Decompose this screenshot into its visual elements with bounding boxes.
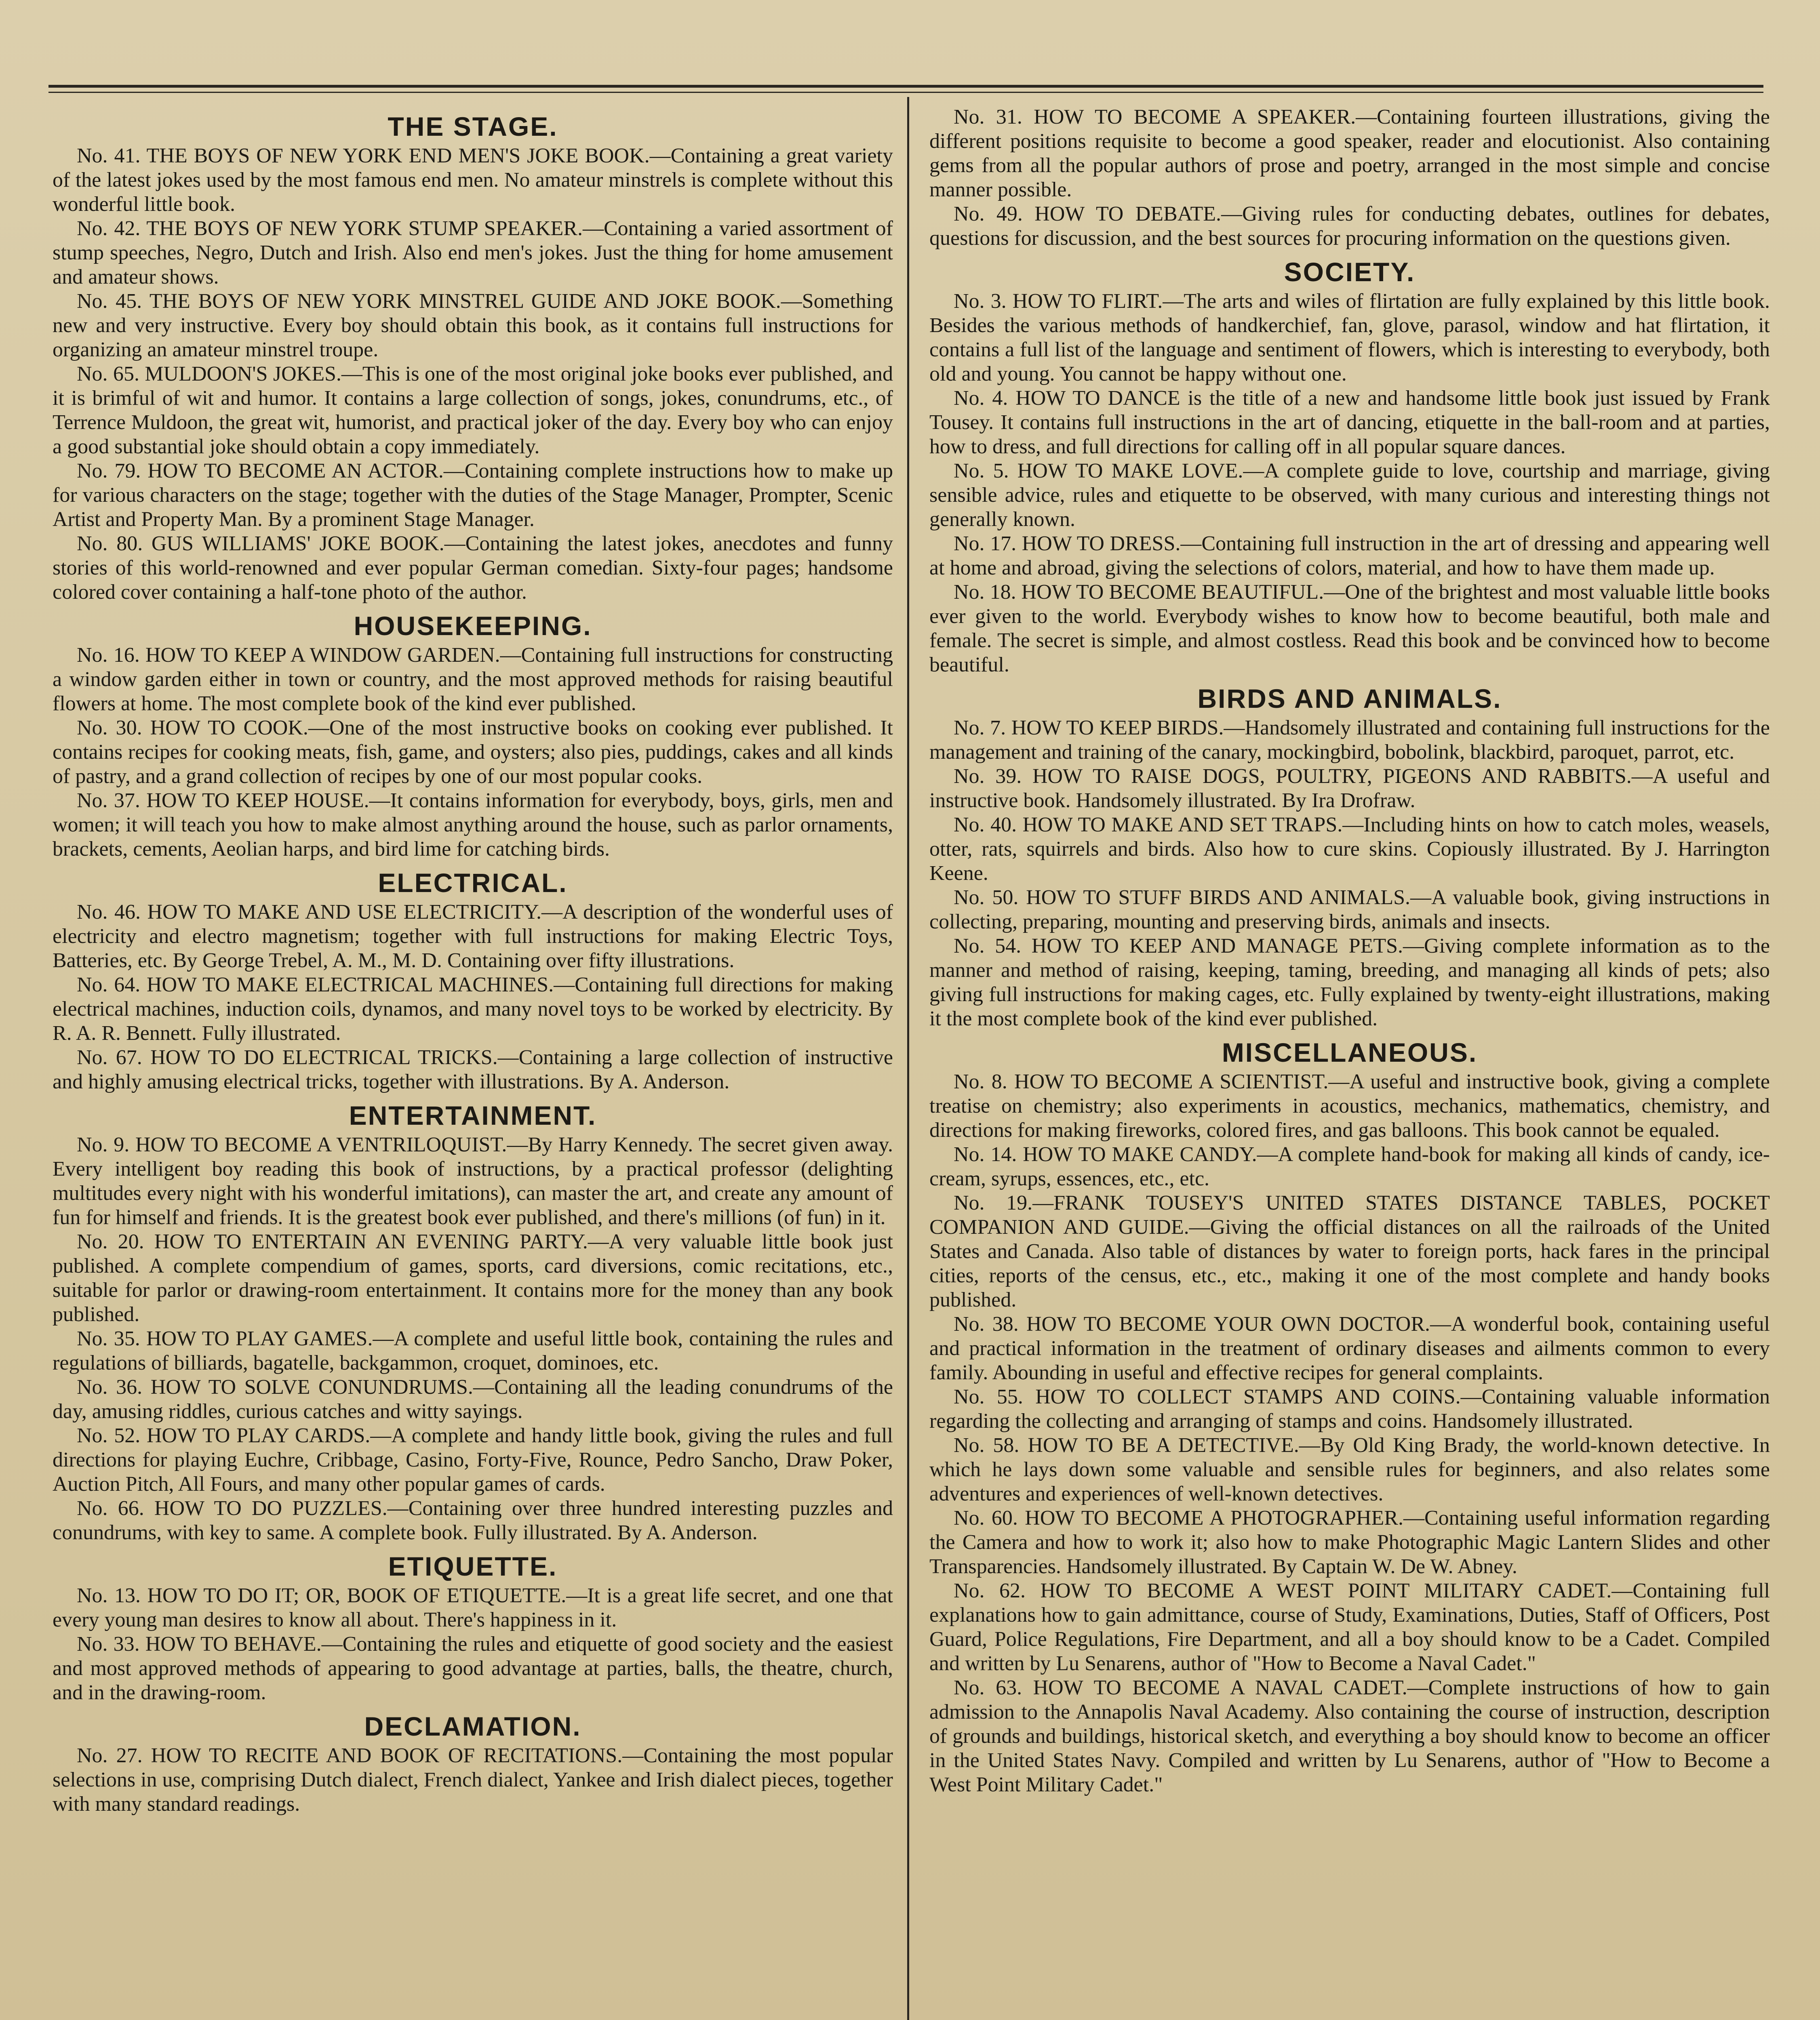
catalog-entry: No. 39. HOW TO RAISE DOGS, POULTRY, PIGEONS AND RABBITS.—A useful and instructive book. Handsomely illustrated. By Ira Drofraw. [929,765,1770,812]
right-column [929,105,1770,2020]
catalog-entry: No. 27. HOW TO RECITE AND BOOK OF RECITATIONS.—Containing the most popular selections in use, comprising Dutch dialect, French dialect, Yankee and Irish dialect pieces, together with many standard readings. [53,1744,893,1816]
catalog-entry: No. 67. HOW TO DO ELECTRICAL TRICKS.—Containing a large collection of instructive and highly amusing electrical tricks, together with illustrations. By A. Anderson. [53,1046,893,1093]
catalog-entry: No. 46. HOW TO MAKE AND USE ELECTRICITY.—A description of the wonderful uses of electricity and electro magnetism; together with full instructions for making Electric Toys, Batteries, etc. By George Trebel, A. M., M. D. Containing over fifty illustrations. [53,901,893,972]
catalog-entry: No. 50. HOW TO STUFF BIRDS AND ANIMALS.—A valuable book, giving instructions in collecting, preparing, mounting and preserving birds, animals and insects. [929,886,1770,933]
catalog-entry: No. 17. HOW TO DRESS.—Containing full instruction in the art of dressing and appearing well at home and abroad, giving the selections of colors, material, and how to have them made up. [929,532,1770,579]
section-title: MISCELLANEOUS. [1222,1037,1478,1067]
section-title: ELECTRICAL. [378,868,568,898]
catalog-entry: No. 37. HOW TO KEEP HOUSE.—It contains information for everybody, boys, girls, men and women; it will teach you how to make almost anything around the house, such as parlor ornaments, brackets, cements, Aeolian harps, and bird lime for catching birds. [53,789,893,861]
catalog-entry: No. 55. HOW TO COLLECT STAMPS AND COINS.—Containing valuable information regarding the collecting and arranging of stamps and coins. Handsomely illustrated. [929,1385,1770,1433]
section-title: ENTERTAINMENT. [349,1100,597,1130]
catalog-entry: No. 13. HOW TO DO IT; OR, BOOK OF ETIQUETTE.—It is a great life secret, and one that every young man desires to know all about. There's happiness in it. [53,1584,893,1631]
catalog-entry: No. 35. HOW TO PLAY GAMES.—A complete and useful little book, containing the rules and regulations of billiards, bagatelle, backgammon, croquet, dominoes, etc. [53,1327,893,1374]
catalog-entry: No. 18. HOW TO BECOME BEAUTIFUL.—One of the brightest and most valuable little books ever given to the world. Everybody wishes to know how to become beautiful, both male and female. The secret is simple, and almost costless. Read this book and be convinced how to become beautiful. [929,581,1770,676]
catalog-entry: No. 3. HOW TO FLIRT.—The arts and wiles of flirtation are fully explained by this little book. Besides the various methods of handkerchief, fan, glove, parasol, window and hat flirtation, it contains a full list of the language and sentiment of flowers, which is interesting to everybody, both old and young. You cannot be happy without one. [929,290,1770,385]
catalog-entry: No. 8. HOW TO BECOME A SCIENTIST.—A useful and instructive book, giving a complete treatise on chemistry; also experiments in acoustics, mechanics, mathematics, chemistry, and directions for making fireworks, colored fires, and gas balloons. This book cannot be equaled. [929,1070,1770,1142]
catalog-entry: No. 45. THE BOYS OF NEW YORK MINSTREL GUIDE AND JOKE BOOK.—Something new and very instructive. Every boy should obtain this book, as it contains full instructions for organizing an amateur minstrel troupe. [53,290,893,361]
section-title: BIRDS AND ANIMALS. [1197,684,1502,713]
catalog-entry: No. 64. HOW TO MAKE ELECTRICAL MACHINES.—Containing full directions for making electrical machines, induction coils, dynamos, and many novel toys to be worked by electricity. By R. A. R. Bennett. Fully illustrated. [53,973,893,1045]
catalog-entry: No. 80. GUS WILLIAMS' JOKE BOOK.—Containing the latest jokes, anecdotes and funny stories of this world-renowned and ever popular German comedian. Sixty-four pages; handsome colored cover containing a half-tone photo of the author. [53,532,893,604]
section-title: DECLAMATION. [364,1711,581,1741]
catalog-entry: No. 41. THE BOYS OF NEW YORK END MEN'S JOKE BOOK.—Containing a great variety of the latest jokes used by the most famous end men. No amateur minstrels is complete without this wonderful little book. [53,144,893,216]
catalog-entry: No. 9. HOW TO BECOME A VENTRILOQUIST.—By Harry Kennedy. The secret given away. Every intelligent boy reading this book of instructions, by a practical professor (delighting multitudes every night with his wonderful imitations), can master the art, and create any amount of fun for himself and friends. It is the greatest book ever published, and there's millions (of fun) in it. [53,1133,893,1229]
catalog-entry: No. 38. HOW TO BECOME YOUR OWN DOCTOR.—A wonderful book, containing useful and practical information in the treatment of ordinary diseases and ailments common to every family. Abounding in useful and effective recipes for general complaints. [929,1313,1770,1384]
catalog-entry: No. 54. HOW TO KEEP AND MANAGE PETS.—Giving complete information as to the manner and method of raising, keeping, taming, breeding, and managing all kinds of pets; also giving full instructions for making cages, etc. Fully explained by twenty-eight illustrations, making it the most complete book of the kind ever published. [929,934,1770,1030]
catalog-entry: No. 62. HOW TO BECOME A WEST POINT MILITARY CADET.—Containing full explanations how to gain admittance, course of Study, Examinations, Duties, Staff of Officers, Post Guard, Police Regulations, Fire Department, and all a boy should know to be a Cadet. Compiled and written by Lu Senarens, author of "How to Become a Naval Cadet." [929,1579,1770,1675]
catalog-entry: No. 4. HOW TO DANCE is the title of a new and handsome little book just issued by Frank Tousey. It contains full instructions in the art of dancing, etiquette in the ball-room and at parties, how to dress, and full directions for calling off in all popular square dances. [929,387,1770,458]
left-column [53,105,893,2020]
catalog-entry: No. 16. HOW TO KEEP A WINDOW GARDEN.—Containing full instructions for constructing a window garden either in town or country, and the most approved methods for raising beautiful flowers at home. The most complete book of the kind ever published. [53,644,893,715]
section-title: ETIQUETTE. [388,1551,558,1581]
catalog-entry: No. 30. HOW TO COOK.—One of the most instructive books on cooking ever published. It contains recipes for cooking meats, fish, game, and oysters; also pies, puddings, cakes and all kinds of pastry, and a grand collection of recipes by one of our most popular cooks. [53,716,893,788]
section-title: HOUSEKEEPING. [354,611,592,641]
catalog-entry: No. 7. HOW TO KEEP BIRDS.—Handsomely illustrated and containing full instructions for the management and training of the canary, mockingbird, bobolink, blackbird, paroquet, parrot, etc. [929,716,1770,764]
catalog-entry: No. 19.—FRANK TOUSEY'S UNITED STATES DISTANCE TABLES, POCKET COMPANION AND GUIDE.—Giving the official distances on all the railroads of the United States and Canada. Also table of distances by water to foreign ports, hack fares in the principal cities, reports of the census, etc., etc., making it one of the most complete and handy books published. [929,1191,1770,1311]
catalog-entry: No. 33. HOW TO BEHAVE.—Containing the rules and etiquette of good society and the easiest and most approved methods of appearing to good advantage at parties, balls, the theatre, church, and in the drawing-room. [53,1633,893,1704]
catalog-entry: No. 5. HOW TO MAKE LOVE.—A complete guide to love, courtship and marriage, giving sensible advice, rules and etiquette to be observed, with many curious and interesting things not generally known. [929,459,1770,531]
catalog-entry: No. 31. HOW TO BECOME A SPEAKER.—Containing fourteen illustrations, giving the different positions requisite to become a good speaker, reader and elocutionist. Also containing gems from all the popular authors of prose and poetry, arranged in the most simple and concise manner possible. [929,105,1770,201]
catalog-entry: No. 79. HOW TO BECOME AN ACTOR.—Containing complete instructions how to make up for various characters on the stage; together with the duties of the Stage Manager, Prompter, Scenic Artist and Property Man. By a prominent Stage Manager. [53,459,893,531]
catalog-entry: No. 65. MULDOON'S JOKES.—This is one of the most original joke books ever published, and it is brimful of wit and humor. It contains a large collection of songs, jokes, conundrums, etc., of Terrence Muldoon, the great wit, humorist, and practical joker of the day. Every boy who can enjoy a good substantial joke should obtain a copy immediately. [53,362,893,458]
section-title: THE STAGE. [388,112,558,141]
catalog-entry: No. 14. HOW TO MAKE CANDY.—A complete hand-book for making all kinds of candy, ice-cream, syrups, essences, etc., etc. [929,1143,1770,1190]
catalog-entry: No. 66. HOW TO DO PUZZLES.—Containing over three hundred interesting puzzles and conundrums, with key to same. A complete book. Fully illustrated. By A. Anderson. [53,1497,893,1544]
catalog-entry: No. 36. HOW TO SOLVE CONUNDRUMS.—Containing all the leading conundrums of the day, amusing riddles, curious catches and witty sayings. [53,1376,893,1423]
catalog-entry: No. 52. HOW TO PLAY CARDS.—A complete and handy little book, giving the rules and full directions for playing Euchre, Cribbage, Casino, Forty-Five, Rounce, Pedro Sancho, Draw Poker, Auction Pitch, All Fours, and many other popular games of cards. [53,1424,893,1496]
catalog-entry: No. 58. HOW TO BE A DETECTIVE.—By Old King Brady, the world-known detective. In which he lays down some valuable and sensible rules for beginners, and also relates some adventures and experiences of well-known detectives. [929,1434,1770,1505]
section-title: SOCIETY. [1284,257,1416,287]
top-rule [48,85,1763,93]
catalog-entry: No. 40. HOW TO MAKE AND SET TRAPS.—Including hints on how to catch moles, weasels, otter, rats, squirrels and birds. Also how to cure skins. Copiously illustrated. By J. Harrington Keene. [929,813,1770,885]
catalog-entry: No. 63. HOW TO BECOME A NAVAL CADET.—Complete instructions of how to gain admission to the Annapolis Naval Academy. Also containing the course of instruction, description of grounds and buildings, historical sketch, and everything a boy should know to become an officer in the United States Navy. Compiled and written by Lu Senarens, author of "How to Become a West Point Military Cadet." [929,1676,1770,1796]
catalog-entry: No. 42. THE BOYS OF NEW YORK STUMP SPEAKER.—Containing a varied assortment of stump speeches, Negro, Dutch and Irish. Also end men's jokes. Just the thing for home amusement and amateur shows. [53,217,893,288]
column-divider [907,97,909,2020]
catalog-entry: No. 60. HOW TO BECOME A PHOTOGRAPHER.—Containing useful information regarding the Camera and how to work it; also how to make Photographic Magic Lantern Slides and other Transparencies. Handsomely illustrated. By Captain W. De W. Abney. [929,1507,1770,1578]
catalog-entry: No. 20. HOW TO ENTERTAIN AN EVENING PARTY.—A very valuable little book just published. A complete compendium of games, sports, card diversions, comic recitations, etc., suitable for parlor or drawing-room entertainment. It contains more for the money than any book published. [53,1230,893,1326]
catalog-entry: No. 49. HOW TO DEBATE.—Giving rules for conducting debates, outlines for debates, questions for discussion, and the best sources for procuring information on the questions given. [929,202,1770,250]
